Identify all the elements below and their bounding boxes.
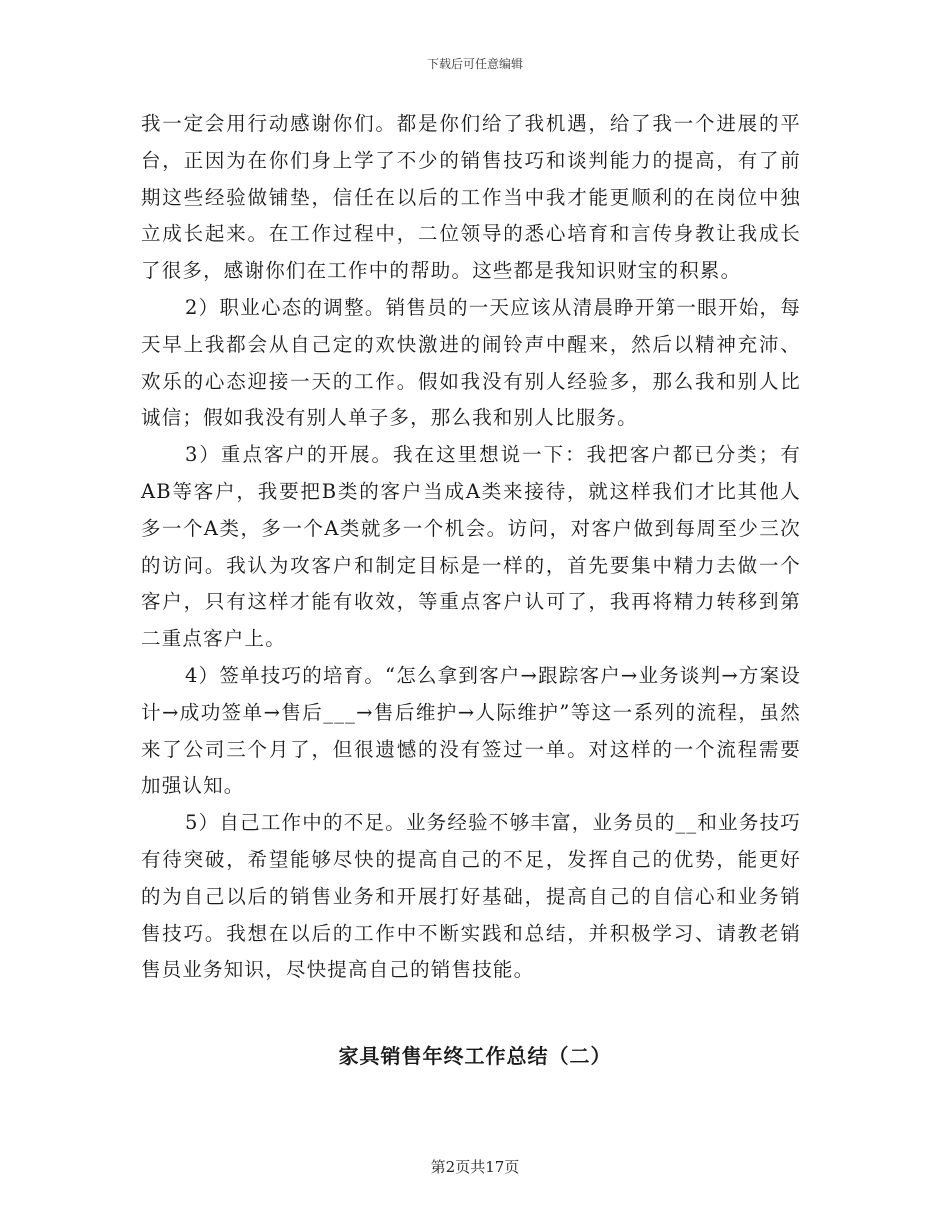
paragraph-gratitude: 我一定会用行动感谢你们。都是你们给了我机遇，给了我一个进展的平台，正因为在你们身上学了不少的销售技巧和谈判能力的提高，有了前期这些经验做铺垫，信任在以后的工作当中我才能更顺利的在岗位中独立成长起来。在工作过程中，二位领导的悉心培育和言传身教让我成长了很多，感谢你们在工作中的帮助。这些都是我知识财宝的积累。 <box>141 112 801 283</box>
paragraph-key-clients: 3）重点客户的开展。我在这里想说一下：我把客户都已分类；有AB等客户，我要把B类的客户当成A类来接待，就这样我们才比其他人多一个A类，多一个A类就多一个机会。访问，对客户做到每周至少三次的访问。我认为攻客户和制定目标是一样的，首先要集中精力去做一个客户，只有这样才能有收效，等重点客户认可了，我再将精力转移到第二重点客户上。 <box>141 443 801 651</box>
page-header-note: 下载后可任意编辑 <box>426 57 523 71</box>
document-body <box>141 106 801 989</box>
page-number: 第2页共17页 <box>430 1158 520 1176</box>
paragraph-shortcomings: 5）自己工作中的不足。业务经验不够丰富，业务员的__和业务技巧有待突破，希望能够尽快的提高自己的不足，发挥自己的优势，能更好的为自己以后的销售业务和开展打好基础，提高自己的自信心和业务销售技巧。我想在以后的工作中不断实践和总结，并积极学习、请教老销售员业务知识，尽快提高自己的销售技能。 <box>141 811 801 982</box>
paragraph-mindset: 2）职业心态的调整。销售员的一天应该从清晨睁开第一眼开始，每天早上我都会从自己定的欢快激进的闹铃声中醒来，然后以精神充沛、欢乐的心态迎接一天的工作。假如我没有别人经验多，那么我和别人比诚信；假如我没有别人单子多，那么我和别人比服务。 <box>141 295 801 430</box>
section-title: 家具销售年终工作总结（二） <box>338 1044 612 1068</box>
paragraph-signing-skills: 4）签单技巧的培育。“怎么拿到客户→跟踪客户→业务谈判→方案设计→成功签单→售后___→售后维护→人际维护”等这一系列的流程，虽然来了公司三个月了，但很遗憾的没有签过一单。对这样的一个流程需要加强认知。 <box>141 663 801 798</box>
